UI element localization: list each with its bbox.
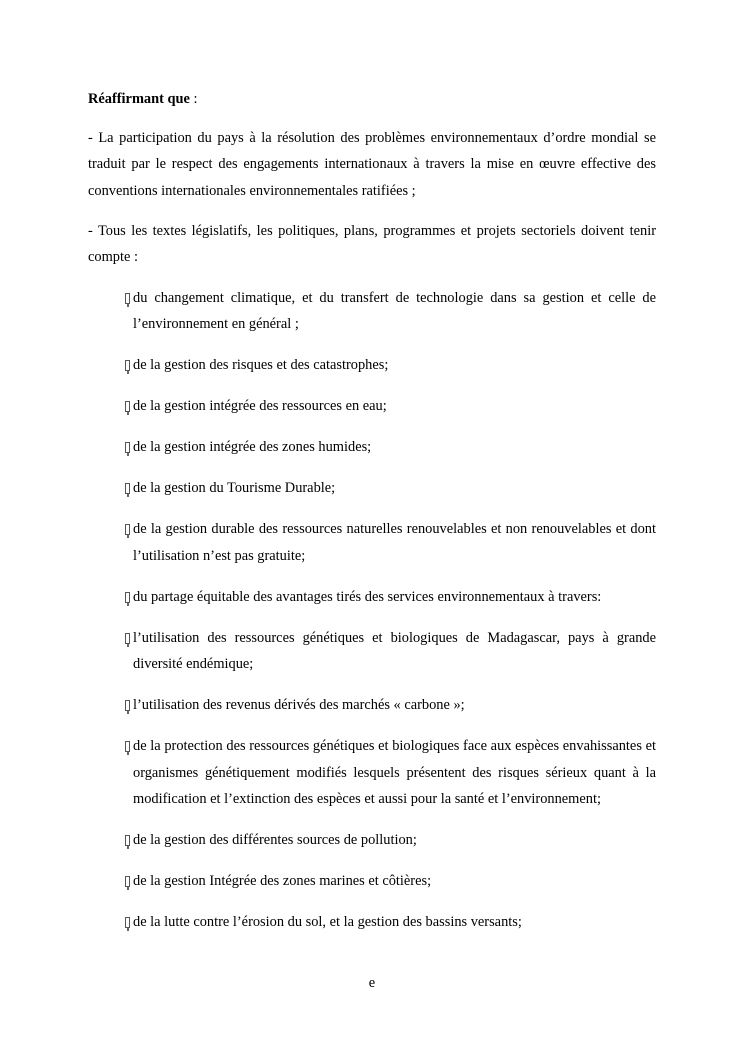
list-item-text: de la gestion intégrée des zones humides; [133, 439, 372, 456]
list-item [126, 584, 656, 610]
list-item [126, 434, 656, 460]
section-heading [88, 86, 656, 112]
box-bullet-icon [125, 835, 130, 846]
heading-colon: : [189, 91, 198, 107]
page-footer [0, 970, 744, 996]
list-item [126, 516, 656, 569]
list-item-text: de la gestion des différentes sources de pollution; [133, 832, 417, 849]
list-item [126, 625, 656, 678]
box-bullet-icon [125, 592, 130, 603]
page-number: e [368, 975, 376, 991]
box-bullet-icon [125, 360, 130, 371]
box-bullet-icon [125, 293, 130, 304]
list-item [126, 285, 656, 338]
list-item-text: de la gestion durable des ressources naturelles renouvelables et non renouvelables et dont l’utilisation n’est pas gratuite; [133, 521, 656, 564]
list-item [126, 909, 656, 935]
list-item-text: l’utilisation des revenus dérivés des marchés « carbone »; [133, 697, 465, 714]
bullet-list [126, 285, 656, 935]
list-item [126, 475, 656, 501]
list-item [126, 692, 656, 718]
list-item-text: l’utilisation des ressources génétiques et biologiques de Madagascar, pays à grande diversité endémique; [133, 629, 656, 673]
list-item [126, 352, 656, 378]
box-bullet-icon [125, 700, 130, 711]
box-bullet-icon [125, 917, 130, 928]
paragraph-textes: - Tous les textes législatifs, les politiques, plans, programmes et projets sectoriels doivent tenir compte : [88, 223, 656, 266]
box-bullet-icon [125, 524, 130, 535]
heading-bold: Réaffirmant que [88, 91, 190, 107]
box-bullet-icon [125, 401, 130, 412]
list-item [126, 393, 656, 419]
list-item-text: de la protection des ressources génétiques et biologiques face aux espèces envahissantes et organismes génétiquement modifiés lesquels présentent des risques sérieux quant à la modification et l’extinction des espèces et aussi pour la santé et l’environnement; [133, 738, 656, 808]
paragraph-participation: - La participation du pays à la résolution des problèmes environnementaux d’ordre mondial se traduit par le respect des engagements internationaux à travers la mise en œuvre effective des conventions internationales environnementales ratifiées ; [88, 130, 656, 199]
list-item [126, 827, 656, 853]
list-item-text: de la gestion intégrée des ressources en eau; [133, 398, 387, 415]
list-item [126, 868, 656, 894]
list-item-text: de la gestion du Tourisme Durable; [133, 480, 336, 497]
box-bullet-icon [125, 876, 130, 887]
list-item-text: de la gestion Intégrée des zones marines et côtières; [133, 873, 432, 890]
list-item-text: de la gestion des risques et des catastrophes; [133, 357, 389, 374]
box-bullet-icon [125, 633, 130, 644]
list-item-text: du partage équitable des avantages tirés des services environnementaux à travers: [133, 588, 602, 605]
box-bullet-icon [125, 741, 130, 752]
box-bullet-icon [125, 483, 130, 494]
list-item-text: de la lutte contre l’érosion du sol, et la gestion des bassins versants; [133, 914, 522, 931]
list-item [126, 733, 656, 812]
list-item-text: du changement climatique, et du transfert de technologie dans sa gestion et celle de l’environnement en général ; [133, 290, 656, 333]
box-bullet-icon [125, 442, 130, 453]
